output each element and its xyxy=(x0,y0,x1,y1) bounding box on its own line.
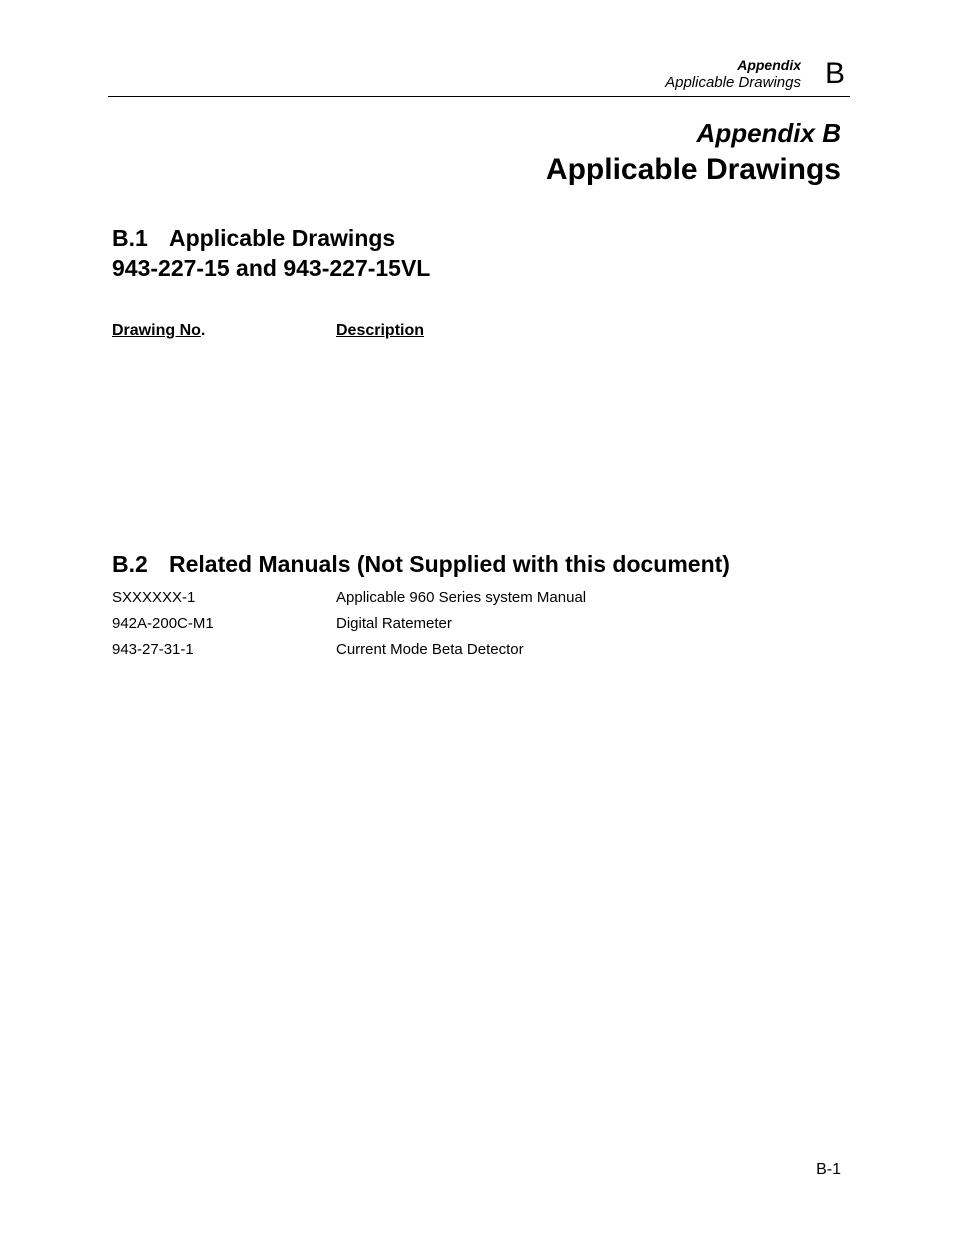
drawing-no-column-heading xyxy=(112,321,205,341)
chapter-label: Appendix B xyxy=(696,118,841,148)
manual-number: 943-27-31-1 xyxy=(112,641,194,658)
drawing-no-suffix: . xyxy=(200,322,206,339)
list-item xyxy=(112,637,812,663)
manual-description: Digital Ratemeter xyxy=(336,615,452,632)
page-number: B-1 xyxy=(816,1161,841,1178)
running-header xyxy=(665,56,801,92)
description-column-heading xyxy=(336,321,424,341)
chapter-heading xyxy=(546,114,841,188)
manual-number: 942A-200C-M1 xyxy=(112,615,214,632)
running-header-title: Appendix xyxy=(737,57,801,73)
section-b1-title-line2: 943-227-15 and 943-227-15VL xyxy=(112,255,431,281)
list-item xyxy=(112,585,812,611)
chapter-title: Applicable Drawings xyxy=(545,153,841,186)
running-header-letter: B xyxy=(824,57,845,90)
manual-number: SXXXXXX-1 xyxy=(112,589,196,606)
running-header-subtitle: Applicable Drawings xyxy=(665,74,801,91)
manual-description: Current Mode Beta Detector xyxy=(336,641,524,658)
drawing-no-label: Drawing No xyxy=(112,322,201,339)
section-b1-number: B.1 xyxy=(112,225,148,251)
header-rule xyxy=(108,96,850,97)
section-b2-number: B.2 xyxy=(112,551,148,577)
section-b1-heading xyxy=(112,223,430,283)
description-label: Description xyxy=(336,322,425,339)
list-item xyxy=(112,611,812,637)
section-b1-title-line1: Applicable Drawings xyxy=(169,225,396,251)
section-b2-heading xyxy=(112,549,730,579)
section-b2-title: Related Manuals (Not Supplied with this document) xyxy=(169,551,730,577)
related-manuals-list xyxy=(112,585,812,663)
manual-description: Applicable 960 Series system Manual xyxy=(336,589,587,606)
